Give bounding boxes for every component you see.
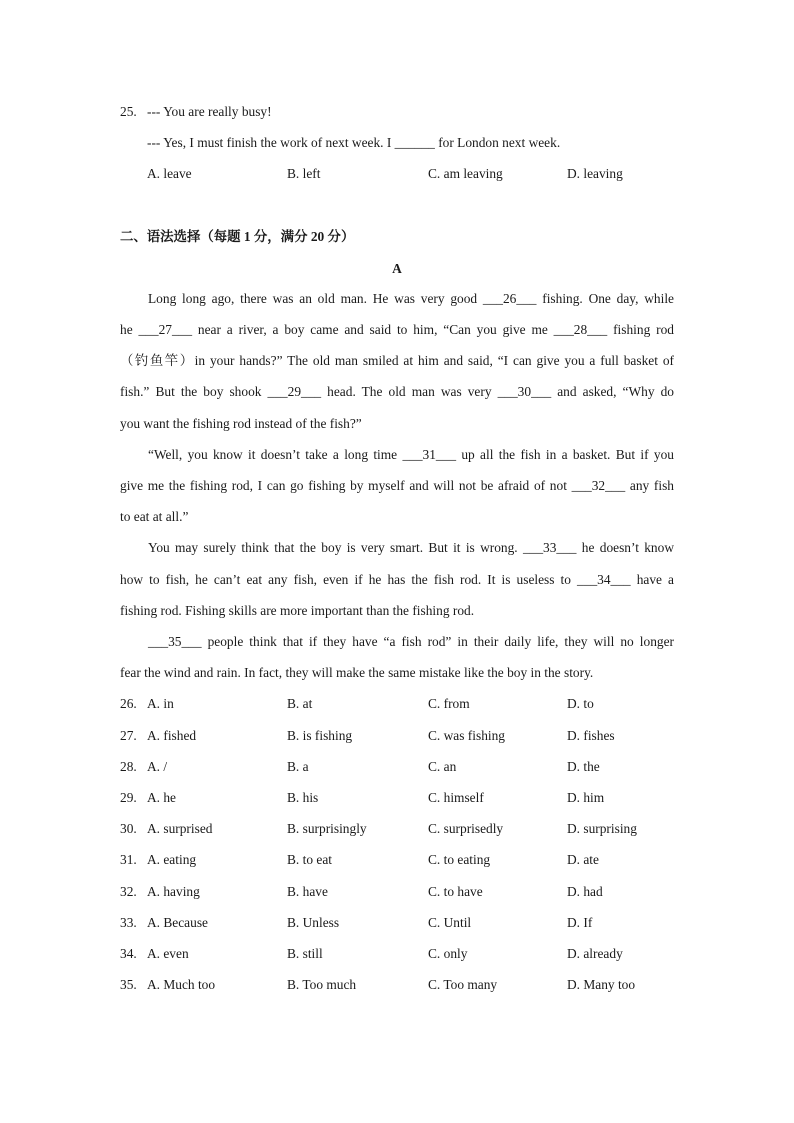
question-number: 31. (120, 852, 137, 867)
passage-line: you want the fishing rod instead of the fish?” (120, 416, 362, 431)
passage-line: give me the fishing rod, I can go fishing by myself and will not be afraid of not ___32___ any fish (120, 478, 674, 493)
option-b: B. surprisingly (287, 821, 367, 836)
option-d: D. the (567, 759, 600, 774)
passage-line: （钓鱼竿）in your hands?” The old man smiled at him and said, “I can give you a full basket of (120, 353, 674, 368)
passage-line: fishing rod. Fishing skills are more important than the fishing rod. (120, 603, 475, 618)
option-d: D. If (567, 915, 593, 930)
option-d: D. surprising (567, 821, 637, 836)
option-b: B. have (287, 884, 328, 899)
option-a: A. even (147, 946, 189, 961)
passage-line: fear the wind and rain. In fact, they will make the same mistake like the boy in the story. (120, 665, 594, 680)
passage-line: how to fish, he can’t eat any fish, even if he has the fish rod. It is useless to ___34___ have a (120, 572, 674, 587)
option-a: A. / (147, 759, 168, 774)
option-a: A. surprised (147, 821, 213, 836)
question-number: 29. (120, 790, 137, 805)
option-a: A. fished (147, 728, 197, 743)
option-c: C. to have (428, 884, 483, 899)
option-c: C. an (428, 759, 457, 774)
option-b: B. Unless (287, 915, 340, 930)
passage-line: he ___27___ near a river, a boy came and said to him, “Can you give me ___28___ fishing rod (120, 322, 674, 337)
question-number: 27. (120, 728, 137, 743)
passage-line: “Well, you know it doesn’t take a long time ___31___ up all the fish in a basket. But if you (148, 447, 674, 462)
passage-label: A (392, 261, 402, 276)
q25-option-c: C. am leaving (428, 166, 503, 181)
question-number: 32. (120, 884, 137, 899)
question-number: 34. (120, 946, 137, 961)
option-d: D. fishes (567, 728, 615, 743)
option-a: A. Much too (147, 977, 216, 992)
q25-option-a: A. leave (147, 166, 192, 181)
option-a: A. eating (147, 852, 197, 867)
option-c: C. surprisedly (428, 821, 504, 836)
option-c: C. from (428, 696, 470, 711)
passage-line: ___35___ people think that if they have “a fish rod” in their daily life, they will no longer (148, 634, 674, 649)
question-number: 30. (120, 821, 137, 836)
option-d: D. ate (567, 852, 599, 867)
option-b: B. a (287, 759, 309, 774)
passage-line: to eat at all.” (120, 509, 189, 524)
question-number: 26. (120, 696, 137, 711)
passage-line: fish.” But the boy shook ___29___ head. The old man was very ___30___ and asked, “Why do (120, 384, 674, 399)
passage-line: You may surely think that the boy is very smart. But it is wrong. ___33___ he doesn’t know (148, 540, 674, 555)
option-c: C. to eating (428, 852, 491, 867)
question-number: 35. (120, 977, 137, 992)
option-b: B. Too much (287, 977, 357, 992)
option-a: A. Because (147, 915, 208, 930)
option-c: C. Too many (428, 977, 498, 992)
option-d: D. Many too (567, 977, 636, 992)
option-a: A. he (147, 790, 177, 805)
option-a: A. in (147, 696, 174, 711)
option-c: C. only (428, 946, 468, 961)
option-c: C. Until (428, 915, 472, 930)
option-d: D. already (567, 946, 623, 961)
passage-line: Long long ago, there was an old man. He was very good ___26___ fishing. One day, while (148, 291, 674, 306)
question-number: 33. (120, 915, 137, 930)
option-c: C. was fishing (428, 728, 505, 743)
question-number: 28. (120, 759, 137, 774)
option-b: B. to eat (287, 852, 332, 867)
option-d: D. him (567, 790, 605, 805)
q25-dialogue-line1: --- You are really busy! (147, 104, 272, 119)
question-number: 25. (120, 104, 137, 119)
option-b: B. at (287, 696, 313, 711)
option-a: A. having (147, 884, 200, 899)
option-c: C. himself (428, 790, 484, 805)
section-title: 二、语法选择（每题 1 分，满分 20 分） (120, 229, 355, 244)
option-b: B. his (287, 790, 319, 805)
option-d: D. had (567, 884, 603, 899)
q25-option-d: D. leaving (567, 166, 623, 181)
q25-dialogue-line2: --- Yes, I must finish the work of next week. I ______ for London next week. (147, 135, 561, 150)
option-b: B. still (287, 946, 323, 961)
option-b: B. is fishing (287, 728, 353, 743)
option-d: D. to (567, 696, 594, 711)
q25-option-b: B. left (287, 166, 321, 181)
